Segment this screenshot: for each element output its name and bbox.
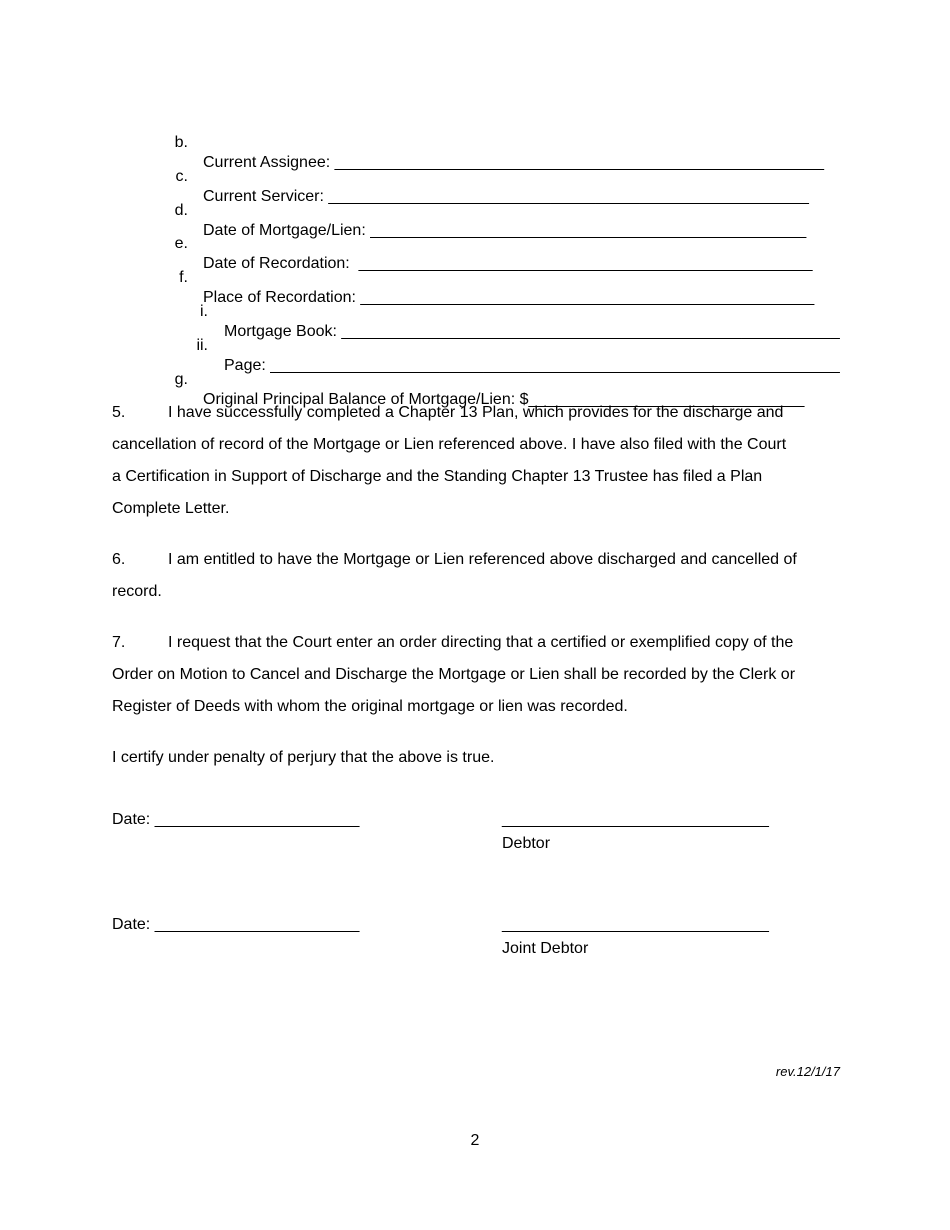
paragraph-5 (112, 397, 842, 525)
item-marker: d. (174, 202, 188, 219)
paragraph-7 (112, 627, 842, 723)
paragraph-line: Complete Letter. (112, 500, 230, 517)
paragraph-text: I have successfully completed a Chapter 13 Plan, which provides for the discharge and (168, 404, 784, 421)
date-field[interactable]: Date: _______________________ (112, 916, 360, 933)
item-marker: g. (174, 371, 188, 388)
item-marker: b. (174, 134, 188, 151)
paragraph-6 (112, 544, 842, 608)
signature-role: Debtor (502, 835, 551, 852)
item-marker: i. (200, 303, 208, 320)
item-text: Page: ________________________________________________________________ (224, 357, 840, 374)
item-text: Date of Recordation: ___________________________________________________ (203, 255, 813, 272)
item-text: Date of Mortgage/Lien: _________________________________________________ (203, 222, 807, 239)
item-marker: ii. (196, 337, 208, 354)
paragraph-line (112, 544, 842, 576)
certification-statement: I certify under penalty of perjury that the above is true. (112, 749, 495, 766)
paragraph-line (112, 627, 842, 659)
revision-date: rev.12/1/17 (775, 1064, 840, 1079)
item-text: Mortgage Book: ________________________________________________________ (224, 323, 840, 340)
item-text: Current Assignee: _______________________________________________________ (203, 154, 825, 171)
paragraph-line: record. (112, 583, 162, 600)
paragraph-text: I request that the Court enter an order directing that a certified or exemplified copy of the (168, 634, 794, 651)
paragraph-number: 5. (112, 404, 126, 421)
paragraph-line: Order on Motion to Cancel and Discharge the Mortgage or Lien shall be recorded by the Clerk or (112, 666, 796, 683)
paragraph-line: Register of Deeds with whom the original mortgage or lien was recorded. (112, 698, 628, 715)
item-text: Original Principal Balance of Mortgage/Lien: $_______________________________ (203, 391, 805, 408)
page-number: 2 (470, 1132, 480, 1149)
paragraph-number: 7. (112, 634, 126, 651)
paragraph-number: 6. (112, 551, 126, 568)
item-text: Current Servicer: ______________________________________________________ (203, 188, 809, 205)
paragraph-text: I am entitled to have the Mortgage or Lien referenced above discharged and cancelled of (168, 551, 797, 568)
signature-line[interactable]: ______________________________ (502, 916, 769, 933)
paragraph-line: cancellation of record of the Mortgage or Lien referenced above. I have also filed with the Court (112, 436, 787, 453)
item-marker: e. (174, 235, 188, 252)
signature-line[interactable]: ______________________________ (502, 811, 769, 828)
item-marker: f. (179, 269, 188, 286)
date-field[interactable]: Date: _______________________ (112, 811, 360, 828)
item-text: Place of Recordation: ___________________________________________________ (203, 289, 815, 306)
paragraph-line: a Certification in Support of Discharge and the Standing Chapter 13 Trustee has filed a Plan (112, 468, 763, 485)
signature-role: Joint Debtor (502, 940, 589, 957)
paragraph-line (112, 397, 842, 429)
item-marker: c. (175, 168, 188, 185)
